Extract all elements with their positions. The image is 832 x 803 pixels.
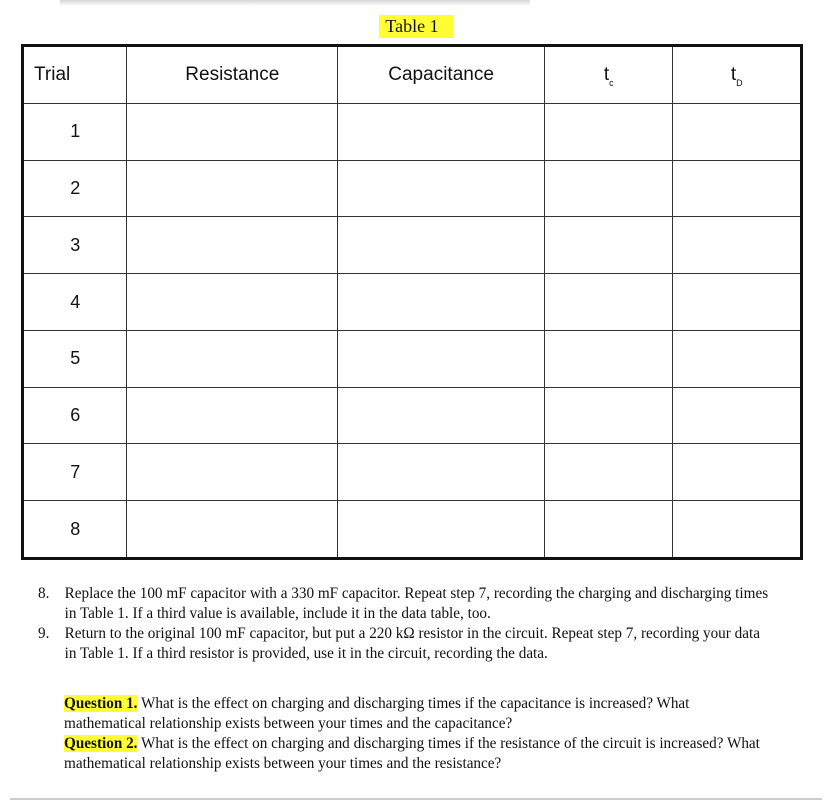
- table-row: [23, 330, 802, 387]
- empty-cell: [673, 330, 802, 387]
- column-header-capacitance: Capacitance: [338, 46, 545, 104]
- trial-number: 7: [23, 444, 127, 501]
- empty-cell: [338, 444, 545, 501]
- questions: [64, 694, 761, 774]
- question-text: What is the effect on charging and discharging times if the capacitance is increased? What mathematical relationship exists between your times and the capacitance?: [64, 695, 690, 732]
- tc-symbol: t: [603, 63, 610, 85]
- empty-cell: [127, 274, 338, 331]
- table-row: [23, 217, 802, 274]
- td-subscript: D: [736, 78, 743, 89]
- empty-cell: [127, 330, 338, 387]
- empty-cell: [673, 274, 802, 331]
- empty-cell: [673, 217, 802, 274]
- table-row: [23, 387, 802, 444]
- td-symbol: t: [730, 63, 737, 85]
- empty-cell: [544, 104, 672, 161]
- table-caption-label: Table 1: [379, 15, 452, 38]
- empty-cell: [338, 104, 545, 161]
- column-header-trial: Trial: [23, 46, 127, 104]
- empty-cell: [544, 330, 672, 387]
- empty-cell: [338, 501, 545, 559]
- question-label: Question 2.: [64, 735, 138, 752]
- column-header-td: [673, 46, 802, 104]
- trial-number: 6: [23, 387, 127, 444]
- column-header-tc: [544, 46, 672, 104]
- instructions: [38, 584, 770, 664]
- empty-cell: [338, 217, 545, 274]
- step-9: [38, 624, 770, 664]
- table-row: [23, 104, 802, 161]
- empty-cell: [673, 387, 802, 444]
- step-number: 8.: [38, 585, 50, 602]
- table-caption: [0, 16, 832, 37]
- empty-cell: [544, 501, 672, 559]
- data-table: [21, 44, 803, 560]
- empty-cell: [127, 160, 338, 217]
- empty-cell: [544, 274, 672, 331]
- table-row: [23, 160, 802, 217]
- question-2: [64, 734, 761, 774]
- question-1: [64, 694, 761, 734]
- step-number: 9.: [38, 625, 50, 642]
- empty-cell: [673, 104, 802, 161]
- empty-cell: [127, 444, 338, 501]
- trial-number: 4: [23, 274, 127, 331]
- column-header-resistance: Resistance: [127, 46, 338, 104]
- trial-number: 1: [23, 104, 127, 161]
- cropped-text-above: [60, 0, 530, 6]
- empty-cell: [338, 330, 545, 387]
- table-row: [23, 444, 802, 501]
- empty-cell: [127, 104, 338, 161]
- trial-number: 5: [23, 330, 127, 387]
- empty-cell: [338, 387, 545, 444]
- tc-subscript: c: [609, 78, 614, 89]
- empty-cell: [544, 387, 672, 444]
- empty-cell: [127, 501, 338, 559]
- empty-cell: [673, 160, 802, 217]
- empty-cell: [544, 160, 672, 217]
- trial-number: 3: [23, 217, 127, 274]
- empty-cell: [338, 274, 545, 331]
- table-row: [23, 501, 802, 559]
- trial-number: 2: [23, 160, 127, 217]
- page-edge: [10, 798, 822, 800]
- empty-cell: [544, 444, 672, 501]
- question-text: What is the effect on charging and discharging times if the resistance of the circuit is increased? What mathematical relationship exists between your times and the resistance?: [64, 735, 760, 772]
- empty-cell: [673, 444, 802, 501]
- empty-cell: [127, 217, 338, 274]
- step-text: Return to the original 100 mF capacitor, but put a 220 kΩ resistor in the circuit. Repeat step 7, recording your data in Table 1. If a third resistor is provided, use it in the circuit, recording the data.: [64, 625, 760, 662]
- step-text: Replace the 100 mF capacitor with a 330 mF capacitor. Repeat step 7, recording the charging and discharging times in Table 1. If a third value is available, include it in the data table, too.: [64, 585, 769, 622]
- header-row: [23, 46, 802, 104]
- empty-cell: [544, 217, 672, 274]
- trial-number: 8: [23, 501, 127, 559]
- table-row: [23, 274, 802, 331]
- step-8: [38, 584, 770, 624]
- empty-cell: [127, 387, 338, 444]
- question-label: Question 1.: [64, 695, 138, 712]
- empty-cell: [673, 501, 802, 559]
- empty-cell: [338, 160, 545, 217]
